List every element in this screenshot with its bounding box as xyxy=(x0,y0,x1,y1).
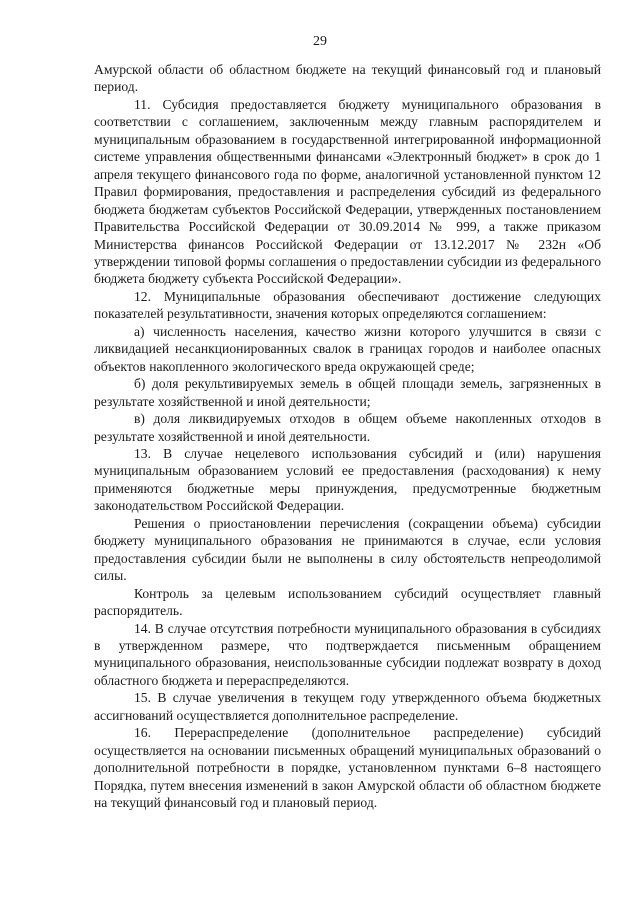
page-number: 29 xyxy=(313,34,327,49)
paragraph-item-12: 12. Муниципальные образования обеспечивают достижение следующих показателей результативности, значения которых определяются соглашением: xyxy=(94,288,601,322)
paragraph-subitem-v: в) доля ликвидируемых отходов в общем объеме накопленных отходов в результате хозяйственной и иной деятельности. xyxy=(94,411,601,444)
paragraph-item-15: 15. В случае увеличения в текущем году утвержденного объема бюджетных ассигнований осуществляется дополнительное распределение. xyxy=(94,690,601,723)
paragraph-item-11: 11. Субсидия предоставляется бюджету муниципального образования в соответствии с соглашением, заключенным между главным распорядителем и муниципальным образованием в государственной интегрированной информационной системе управления общественными финансами «Электронный бюджет» в срок до 1 апреля текущего финансового года по форме, аналогичной установленной пунктом 12 Правил формирования, предоставления и распределения субсидий из федерального бюджета бюджетам субъектов Российской Федерации, утвержденных постановлением Правительства Российской Федерации от 30.09.2014 № 999, а также приказом Министерства финансов Российской Федерации от 13.12.2017 № 232н «Об утверждении типовой формы соглашения о предоставлении субсидии из федерального бюджета бюджету субъекта Российской Федерации». xyxy=(94,96,601,287)
paragraph-item-14: 14. В случае отсутствия потребности муниципального образования в субсидиях в утвержденном размере, что подтверждается письменным обращением муниципального образования, неиспользованные субсидии подлежат возврату в доход областного бюджета и перераспределяются. xyxy=(94,620,601,688)
paragraph-subitem-b: б) доля рекультивируемых земель в общей площади земель, загрязненных в результате хозяйственной и иной деятельности; xyxy=(94,376,601,409)
paragraph-subitem-a: а) численность населения, качество жизни которого улучшится в связи с ликвидацией несанкционированных свалок в границах городов и наиболее опасных объектов накопленного экологического вреда окружающей среде; xyxy=(94,323,601,374)
document-body xyxy=(94,61,601,811)
paragraph-continuation: Амурской области об областном бюджете на текущий финансовый год и плановый период. xyxy=(94,62,601,95)
paragraph-item-16: 16. Перераспределение (дополнительное распределение) субсидий осуществляется на основании письменных обращений муниципальных образований о дополнительной потребности в порядке, установленном пунктами 6–8 настоящего Порядка, путем внесения изменений в закон Амурской области об областном бюджете на текущий финансовый год и плановый период. xyxy=(94,725,601,811)
paragraph-control: Контроль за целевым использованием субсидий осуществляет главный распорядитель. xyxy=(94,585,601,619)
paragraph-item-13: 13. В случае нецелевого использования субсидий и (или) нарушения муниципальным образованием условий ее предоставления (расходования) к нему применяются бюджетные меры принуждения, предусмотренные бюджетным законодательством Российской Федерации. xyxy=(94,445,601,514)
paragraph-decisions: Решения о приостановлении перечисления (сокращении объема) субсидии бюджету муниципального образования не принимаются в случае, если условия предоставления субсидии были не выполнены в силу обстоятельств непреодолимой силы. xyxy=(94,515,601,584)
